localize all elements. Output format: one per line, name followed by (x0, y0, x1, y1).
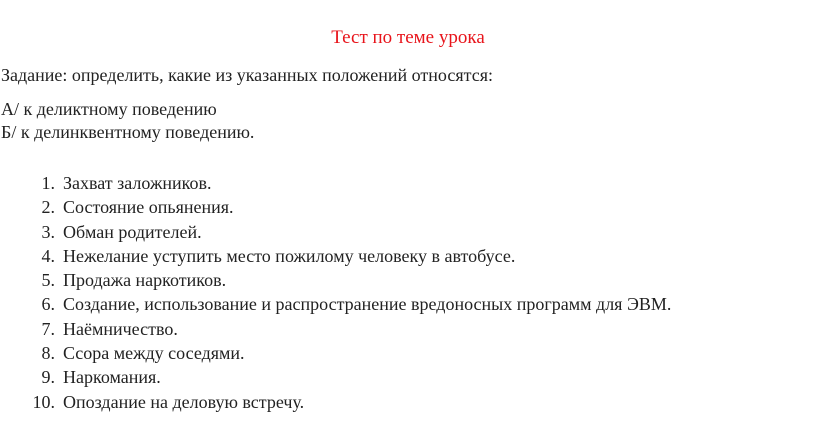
answer-options (1, 98, 254, 144)
item-number: 8. (41, 343, 55, 364)
item-number: 9. (41, 367, 55, 388)
document-title: Тест по теме урока (331, 27, 485, 48)
item-number: 1. (41, 173, 55, 193)
item-number: 6. (41, 294, 55, 315)
option-a: А/ к деликтному поведению (1, 99, 217, 119)
item-text: Наёмничество. (63, 318, 178, 339)
item-number: 7. (41, 318, 55, 339)
item-number: 10. (32, 391, 55, 412)
item-number: 3. (41, 221, 55, 242)
task-statement: Задание: определить, какие из указанных положений относятся: (1, 65, 493, 85)
item-text: Обман родителей. (63, 221, 202, 242)
option-b: Б/ к делинквентному поведению. (1, 122, 255, 142)
item-number: 4. (41, 245, 55, 266)
item-number: 2. (41, 197, 55, 218)
item-text: Продажа наркотиков. (63, 270, 227, 291)
item-text: Опоздание на деловую встречу. (63, 391, 305, 412)
item-text: Наркомания. (63, 367, 161, 388)
item-text: Создание, использование и распространение вредоносных программ для ЭВМ. (63, 294, 672, 315)
item-text: Захват заложников. (63, 173, 212, 193)
item-text: Состояние опьянения. (63, 197, 234, 218)
item-number: 5. (41, 270, 55, 291)
item-text: Нежелание уступить место пожилому человеку в автобусе. (63, 245, 516, 266)
item-text: Ссора между соседями. (63, 343, 245, 364)
